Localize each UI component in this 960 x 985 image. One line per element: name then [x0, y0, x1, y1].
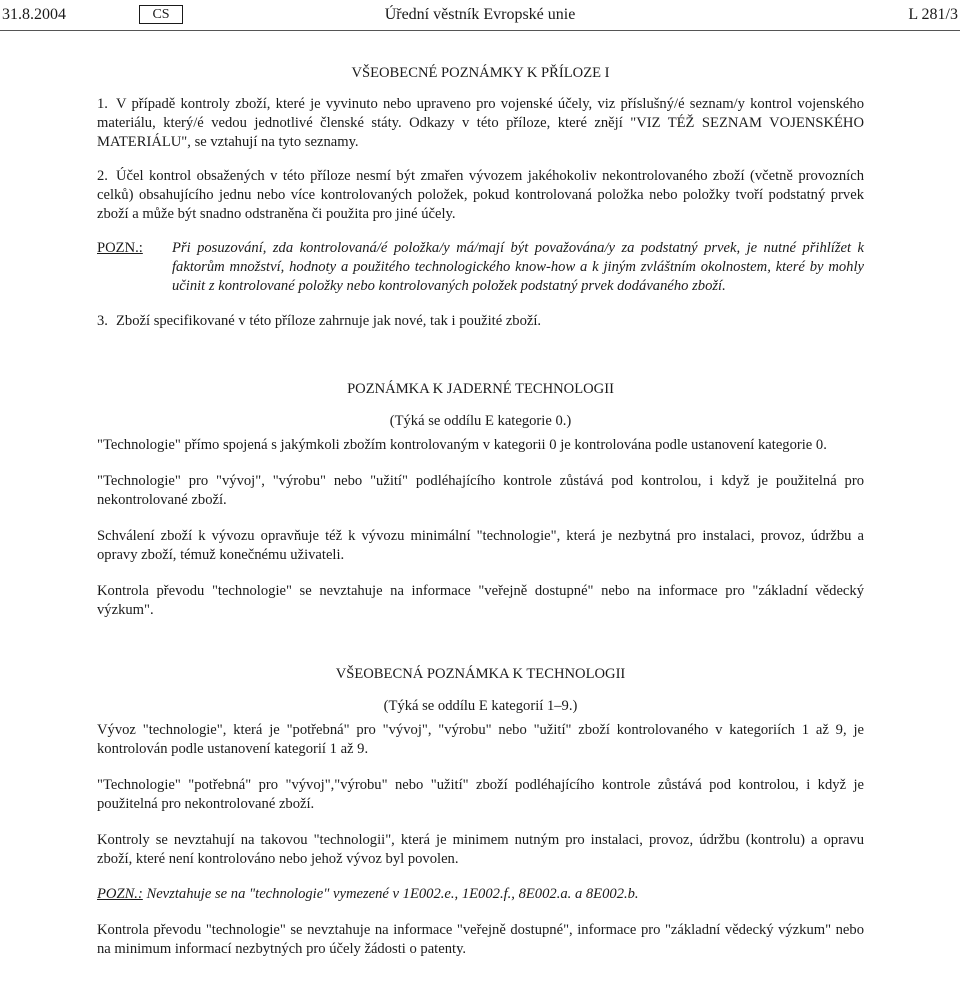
technology-note-heading: VŠEOBECNÁ POZNÁMKA K TECHNOLOGII	[335, 666, 626, 682]
item-text: Účel kontrol obsažených v této příloze nesmí být zmařen vývozem jakéhokoliv nekontrolovaného zboží (včetně provozních celků) obsahujícího jednu nebo více kontrolovaných položek, pokud kontrolovaná položka nebo položky tvoří podstatný prvek zboží a může být snadno odstraněna či použita pro jiné účely.	[97, 168, 864, 222]
note-label: POZN.:	[97, 240, 143, 256]
header-rule	[0, 30, 960, 31]
nuclear-note-heading: POZNÁMKA K JADERNÉ TECHNOLOGII	[347, 381, 614, 397]
nuclear-note-subtitle: (Týká se oddílu E kategorie 0.)	[389, 413, 572, 429]
technology-final-paragraph: Kontrola převodu "technologie" se nevztahuje na informace "veřejně dostupné", informace pro "základní vědecký výzkum" nebo na minimum informací nezbytných pro účely žádosti o patenty.	[97, 922, 864, 957]
page-header	[2, 5, 958, 27]
technology-note-subtitle: (Týká se oddílu E kategorií 1–9.)	[383, 698, 578, 714]
item-text: V případě kontroly zboží, které je vyvinuto nebo upraveno pro vojenské účely, viz příslušný/é seznam/y kontrol vojenského materiálu, který/é vedou jednotlivé členské státy. Odkazy v této příloze, které znějí "VIZ TÉŽ SEZNAM VOJENSKÉHO MATERIÁLU", se vztahují na tyto seznamy.	[97, 96, 864, 150]
nuclear-paragraph-2: "Technologie" pro "vývoj", "výrobu" nebo "užití" podléhajícího kontrole zůstává pod kontrolou, i když je použitelná pro nekontrolované zboží.	[97, 473, 864, 508]
nuclear-paragraph-1: "Technologie" přímo spojená s jakýmkoli zbožím kontrolovaným v kategorii 0 je kontrolována podle ustanovení kategorie 0.	[97, 437, 827, 453]
publication-date: 31.8.2004	[2, 6, 66, 23]
technology-paragraph-2: "Technologie" "potřebná" pro "vývoj","výrobu" nebo "užití" zboží podléhajícího kontrole zůstává pod kontrolou, i když je použitelná pro nekontrolované zboží.	[97, 777, 864, 812]
item-number: 3.	[97, 313, 108, 329]
nuclear-paragraph-3: Schválení zboží k vývozu opravňuje též k vývozu minimální "technologie", která je nezbytná pro instalaci, provoz, údržbu a opravy zboží, témuž konečnému uživateli.	[97, 528, 864, 563]
technology-paragraph-1: Vývoz "technologie", která je "potřebná" pro "vývoj", "výrobu" nebo "užití" zboží kontrolovaného v kategoriích 1 až 9, je kontrolován podle ustanovení kategorií 1 až 9.	[97, 722, 864, 757]
note-text: Nevztahuje se na "technologie" vymezené v 1E002.e., 1E002.f., 8E002.a. a 8E002.b.	[146, 886, 639, 902]
general-note-2-remark	[97, 239, 864, 296]
nuclear-paragraph-4: Kontrola převodu "technologie" se nevztahuje na informace "veřejně dostupné" nebo na informace pro "základní vědecký výzkum".	[97, 583, 864, 618]
item-number: 1.	[97, 96, 108, 112]
general-note-2	[97, 167, 864, 224]
note-text: Při posuzování, zda kontrolovaná/é položka/y má/mají být považována/y za podstatný prvek, je nutné přihlížet k faktorům množství, hodnoty a použitého technologického know-how a k jiným zvláštním okolnostem, které by mohly učinit z kontrolované položky nebo kontrolovaných položek podstatný prvek dodávaného zboží.	[172, 240, 864, 294]
journal-title: Úřední věstník Evropské unie	[384, 6, 576, 23]
general-notes-heading: VŠEOBECNÉ POZNÁMKY K PŘÍLOZE I	[351, 65, 610, 81]
technology-note-remark	[97, 885, 864, 904]
note-label: POZN.:	[97, 886, 143, 902]
technology-paragraph-3: Kontroly se nevztahují na takovou "technologii", která je minimem nutným pro instalaci, provoz, údržbu (kontrolu) a opravu zboží, které není kontrolováno nebo jehož vývoz byl povolen.	[97, 832, 864, 867]
item-text: Zboží specifikované v této příloze zahrnuje jak nové, tak i použité zboží.	[116, 313, 542, 329]
general-note-1	[97, 95, 864, 152]
item-number: 2.	[97, 168, 108, 184]
language-badge: CS	[139, 5, 183, 24]
page-number: L 281/3	[908, 6, 958, 23]
document-body	[97, 64, 864, 959]
general-note-3	[97, 312, 864, 331]
